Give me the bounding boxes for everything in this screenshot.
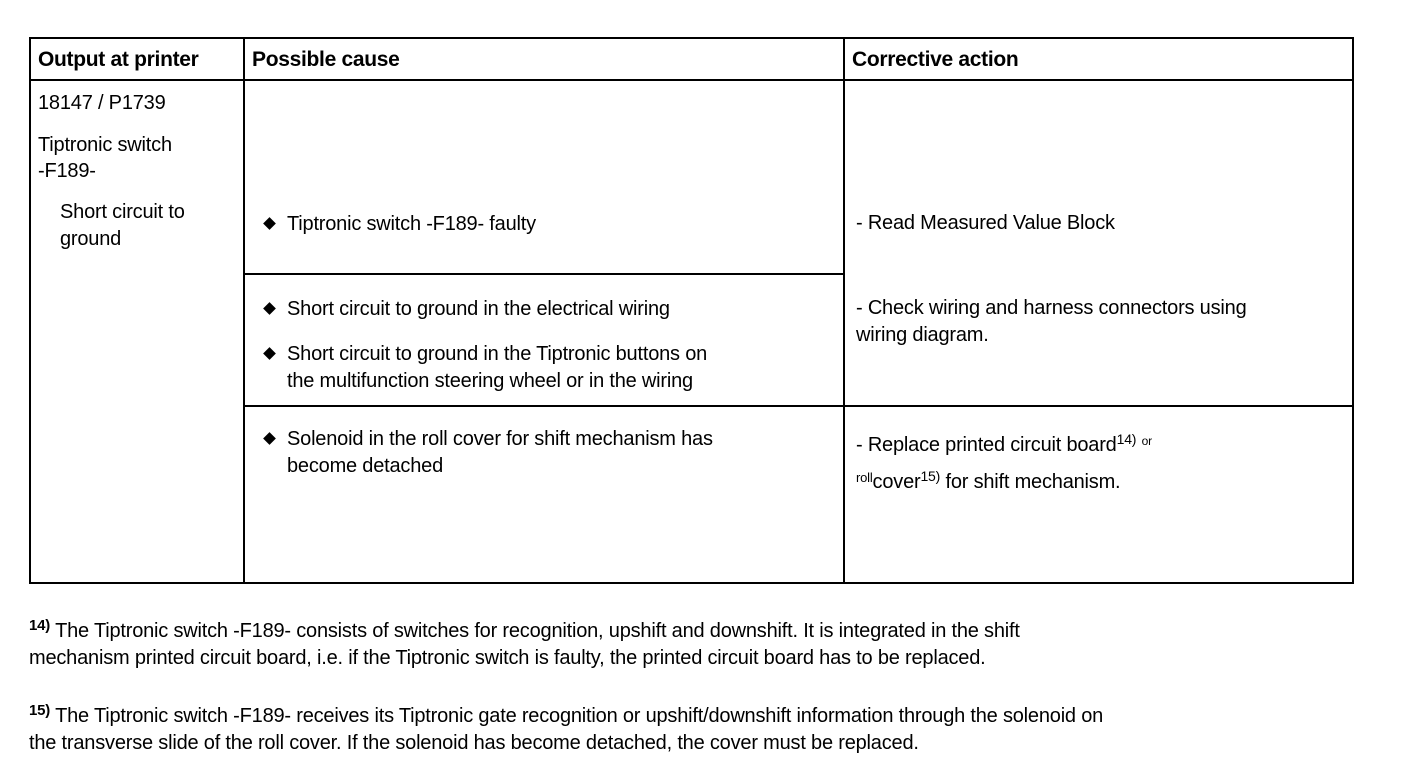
row-divider xyxy=(243,405,1352,407)
cause-item: Solenoid in the roll cover for shift mechanism has xyxy=(287,428,713,450)
roll-text: roll xyxy=(856,470,873,485)
cause-item-continued: the multifunction steering wheel or in the wiring xyxy=(287,370,693,392)
action-text: for shift mechanism. xyxy=(940,471,1121,493)
diamond-bullet-icon xyxy=(263,302,276,315)
column-divider xyxy=(843,39,845,582)
action-item xyxy=(856,432,1152,459)
fault-table xyxy=(29,37,1354,584)
footnote-14 xyxy=(29,618,1020,645)
column-divider xyxy=(243,39,245,582)
footnote-mark: 14) xyxy=(29,617,51,634)
footnote-text: The Tiptronic switch -F189- receives its Tiptronic gate recognition or upshift/downshift information through the solenoid on xyxy=(50,705,1104,727)
action-item: - Check wiring and harness connectors using xyxy=(856,297,1247,319)
or-text: or xyxy=(1141,434,1152,448)
footnote-14-continued: mechanism printed circuit board, i.e. if the Tiptronic switch is faulty, the printed circuit board has to be replaced. xyxy=(29,647,986,669)
component-name: Tiptronic switch xyxy=(38,134,172,156)
footnote-ref-14: 14) xyxy=(1116,431,1137,447)
diamond-bullet-icon xyxy=(263,432,276,445)
component-id: -F189- xyxy=(38,160,96,182)
cause-item-continued: become detached xyxy=(287,455,444,477)
cause-item: Short circuit to ground in the Tiptronic buttons on xyxy=(287,343,708,365)
row-divider xyxy=(243,273,845,275)
action-item-continued xyxy=(856,464,1120,496)
symptom-text: ground xyxy=(60,228,122,250)
footnote-15 xyxy=(29,703,1103,730)
footnote-ref-15: 15) xyxy=(920,468,941,484)
cause-item: Tiptronic switch -F189- faulty xyxy=(287,213,536,235)
action-item: - Read Measured Value Block xyxy=(856,212,1115,234)
diamond-bullet-icon xyxy=(263,347,276,360)
footnote-15-continued: the transverse slide of the roll cover. If the solenoid has become detached, the cover must be replaced. xyxy=(29,732,919,754)
footnote-text: The Tiptronic switch -F189- consists of switches for recognition, upshift and downshift. It is integrated in the shift xyxy=(50,620,1020,642)
header-possible-cause: Possible cause xyxy=(252,48,400,71)
header-output-at-printer: Output at printer xyxy=(38,48,199,71)
action-text: - Replace printed circuit board xyxy=(856,434,1117,456)
diamond-bullet-icon xyxy=(263,217,276,230)
cover-text: cover xyxy=(872,471,921,493)
footnote-mark: 15) xyxy=(29,702,51,719)
cause-item: Short circuit to ground in the electrical wiring xyxy=(287,298,670,320)
header-divider xyxy=(31,79,1352,81)
fault-code: 18147 / P1739 xyxy=(38,92,166,114)
symptom-text: Short circuit to xyxy=(60,201,185,223)
action-item-continued: wiring diagram. xyxy=(856,324,989,346)
header-corrective-action: Corrective action xyxy=(852,48,1019,71)
